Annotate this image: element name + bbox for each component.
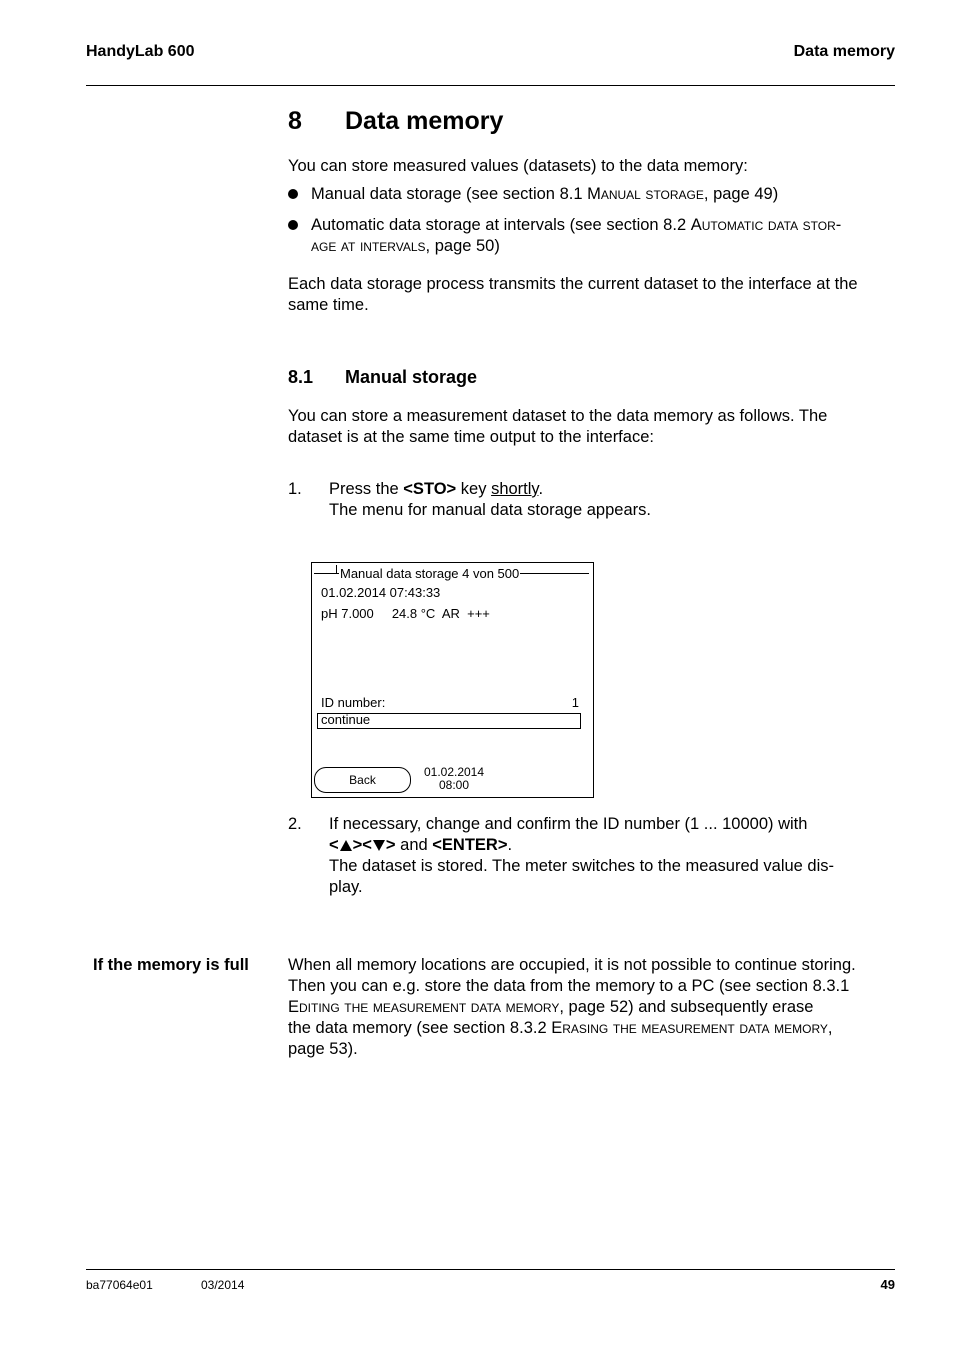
bullet-dot — [288, 189, 298, 199]
cross-reference: Manual storage — [587, 185, 704, 203]
instrument-display — [311, 562, 594, 798]
cross-reference: age at intervals — [311, 237, 426, 255]
bullet-dot — [288, 220, 298, 230]
footer-doc-id: ba77064e01 — [86, 1278, 153, 1292]
margin-label-memory-full: If the memory is full — [93, 956, 249, 974]
chapter-number: 8 — [288, 107, 302, 135]
running-header-right: Data memory — [793, 43, 895, 60]
display-datetime: 01.02.2014 07:43:33 — [321, 585, 441, 600]
intro-text: You can store measured values (datasets) to the data memory: — [288, 157, 748, 175]
step-1-text: Press the <STO> key shortly. The menu for manual data storage appears. — [329, 480, 651, 519]
display-title-tick — [336, 565, 337, 574]
id-number-label: ID number: — [321, 695, 386, 710]
display-title: Manual data storage 4 von 500 — [340, 566, 520, 581]
cross-reference: Editing the measurement data memory — [288, 998, 560, 1016]
chapter-title: Data memory — [345, 107, 504, 135]
header-divider — [86, 85, 895, 86]
display-measurement: pH 7.000 24.8 °C AR +++ — [321, 606, 490, 621]
bullet-item-manual: Manual data storage (see section 8.1 Manual storage, page 49) — [311, 185, 779, 203]
id-number-value: 1 — [571, 695, 579, 710]
step-number: 2. — [288, 815, 302, 833]
section-title: Manual storage — [345, 367, 478, 387]
footer-date: 03/2014 — [201, 1278, 245, 1292]
cross-reference: Erasing the measurement data memory — [551, 1019, 828, 1037]
cross-reference: Automatic data stor- — [690, 216, 842, 234]
step-2-text: If necessary, change and confirm the ID number (1 ... 10000) with < >< > and <ENTER>. The dataset is stored. The meter switches to the measured value dis- play. — [329, 815, 835, 896]
footer-divider — [86, 1269, 895, 1270]
arrow-up-icon — [340, 840, 352, 851]
back-button: Back — [314, 767, 411, 793]
display-footer-clock: 01.02.2014 08:00 — [423, 765, 485, 792]
section-number: 8.1 — [288, 367, 314, 387]
section-paragraph: You can store a measurement dataset to the data memory as follows. The dataset is at the same time output to the interface: — [288, 407, 828, 446]
continue-field: continue — [317, 713, 581, 729]
enter-key: <ENTER> — [432, 836, 508, 854]
sto-key: <STO> — [403, 480, 457, 498]
step-number: 1. — [288, 480, 302, 498]
page-number: 49 — [880, 1277, 895, 1292]
arrow-down-icon — [373, 840, 385, 851]
bullet-item-automatic: Automatic data storage at intervals (see section 8.2 Automatic data stor- age at intervals, page 50) — [311, 216, 842, 255]
transmit-paragraph: Each data storage process transmits the current dataset to the interface at the same time. — [288, 275, 858, 314]
memory-full-paragraph: When all memory locations are occupied, it is not possible to continue storing. Then you can e.g. store the data from the memory to a PC (see section 8.3.1 Editing the measurement data memory, page 52) and subsequently erase the data memory (see section 8.3.2 Erasing the measurement data memory, page 53). — [288, 956, 856, 1058]
running-header-left: HandyLab 600 — [86, 43, 195, 60]
